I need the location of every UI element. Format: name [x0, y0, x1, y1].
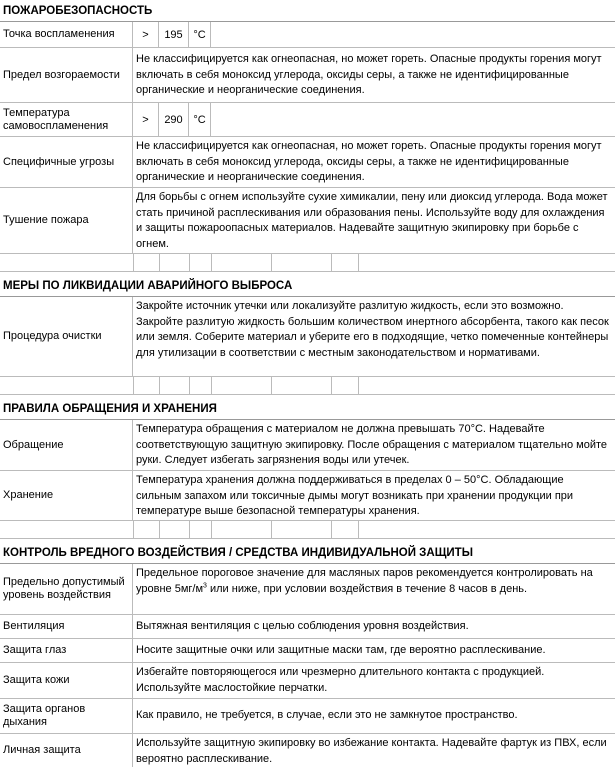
label-flash-point: Точка воспламенения [0, 22, 133, 47]
label-fire-fighting: Тушение пожара [0, 188, 133, 253]
label-autoignition: Температура самовоспламенения [0, 103, 133, 136]
exposure-limit-sup: 3 [203, 581, 207, 589]
row-flammability [0, 48, 615, 103]
text-handling: Температура обращения с материалом не должна превышать 70°C. Надевайте соответствующую защитную экипировку. После обращения с материалом тщательно мойте руки. Следует избегать загрязнения воды или утечек. [136, 423, 608, 466]
text-skin-protection: Избегайте повторяющегося или чрезмерно длительного контакта с продукцией. Используйте маслостойкие перчатки. [136, 666, 545, 694]
flash-unit: °C [189, 22, 211, 47]
exposure-limit-part-b: или ниже, при условии воздействия в течение 8 часов в день. [206, 582, 528, 595]
text-cleanup: Закройте источник утечки или локализуйте разлитую жидкость, если это возможно. Закройте разлитую жидкость большим количеством инертного абсорбента, такого как песок или земля. Соберите материал и уберите его в подходящие, четко помеченные контейнеры для утилизации в соответствии с местным законодательством и нормативами. [136, 300, 609, 359]
row-respiratory-protection [0, 699, 615, 734]
text-specific-hazards: Не классифицируется как огнеопасная, но может гореть. Опасные продукты горения могут включать в себя моноксид углерода, оксиды серы, а также не идентифицированные органические и неорганические соединения. [136, 140, 602, 183]
section-title-exposure: КОНТРОЛЬ ВРЕДНОГО ВОЗДЕЙСТВИЯ / СРЕДСТВА ИНДИВИДУАЛЬНОЙ ЗАЩИТЫ [0, 539, 615, 564]
text-personal-protection: Используйте защитную экипировку во избежание контакта. Надевайте фартук из ПВХ, если вероятно расплескивание. [136, 737, 607, 765]
row-handling [0, 420, 615, 471]
row-autoignition [0, 103, 615, 137]
label-handling: Обращение [0, 420, 133, 470]
text-fire-fighting: Для борьбы с огнем используйте сухие химикалии, пену или диоксид углерода. Вода может стать причиной расплескивания или образования пены. Используйте воду для охлаждения и защиты пожароопасных материалов. Надевайте защитную экипировку при борьбе с огнем. [136, 191, 608, 250]
label-skin-protection: Защита кожи [0, 663, 133, 698]
spacer-row [0, 254, 615, 272]
row-skin-protection [0, 663, 615, 699]
label-personal-protection: Личная защита [0, 734, 133, 767]
label-flammability: Предел возгораемости [0, 48, 133, 102]
row-exposure-limit [0, 564, 615, 615]
row-fire-fighting [0, 188, 615, 254]
autoign-operator: > [133, 103, 159, 136]
row-cleanup [0, 297, 615, 377]
row-flash-point [0, 22, 615, 48]
text-flammability: Не классифицируется как огнеопасная, но может гореть. Опасные продукты горения могут включать в себя моноксид углерода, оксиды серы, а также не идентифицированные органические и неорганические соединения. [136, 53, 602, 96]
label-storage: Хранение [0, 471, 133, 520]
text-respiratory-protection: Как правило, не требуется, в случае, если это не замкнутое пространство. [136, 709, 518, 721]
autoign-unit: °C [189, 103, 211, 136]
label-cleanup: Процедура очистки [0, 297, 133, 376]
spacer-row [0, 377, 615, 395]
text-storage: Температура хранения должна поддерживаться в пределах 0 – 50°C. Обладающие сильным запахом или токсичные дымы могут возникать при хранении продукции при температуре выше безопасной температуры хранения. [136, 474, 574, 517]
row-eye-protection [0, 639, 615, 663]
label-specific-hazards: Специфичные угрозы [0, 137, 133, 187]
text-ventilation: Вытяжная вентиляция с целью соблюдения уровня воздействия. [136, 620, 469, 632]
autoign-value: 290 [159, 103, 189, 136]
spacer-row [0, 521, 615, 539]
label-ventilation: Вентиляция [0, 615, 133, 638]
row-specific-hazards [0, 137, 615, 188]
row-ventilation [0, 615, 615, 639]
row-personal-protection [0, 734, 615, 767]
flash-value: 195 [159, 22, 189, 47]
section-title-fire: ПОЖАРОБЕЗОПАСНОСТЬ [0, 0, 615, 22]
label-exposure-limit: Предельно допустимый уровень воздействия [0, 564, 133, 614]
section-title-handling: ПРАВИЛА ОБРАЩЕНИЯ И ХРАНЕНИЯ [0, 395, 615, 420]
text-eye-protection: Носите защитные очки или защитные маски там, где вероятно расплескивание. [136, 644, 546, 656]
section-title-spill: МЕРЫ ПО ЛИКВИДАЦИИ АВАРИЙНОГО ВЫБРОСА [0, 272, 615, 297]
row-storage [0, 471, 615, 521]
label-respiratory-protection: Защита органов дыхания [0, 699, 133, 733]
exposure-limit-part-a: Предельное пороговое значение для масляных паров рекомендуется контролировать на уровне 5мг/м [136, 567, 593, 595]
label-eye-protection: Защита глаз [0, 639, 133, 662]
flash-operator: > [133, 22, 159, 47]
text-exposure-limit [133, 564, 615, 614]
